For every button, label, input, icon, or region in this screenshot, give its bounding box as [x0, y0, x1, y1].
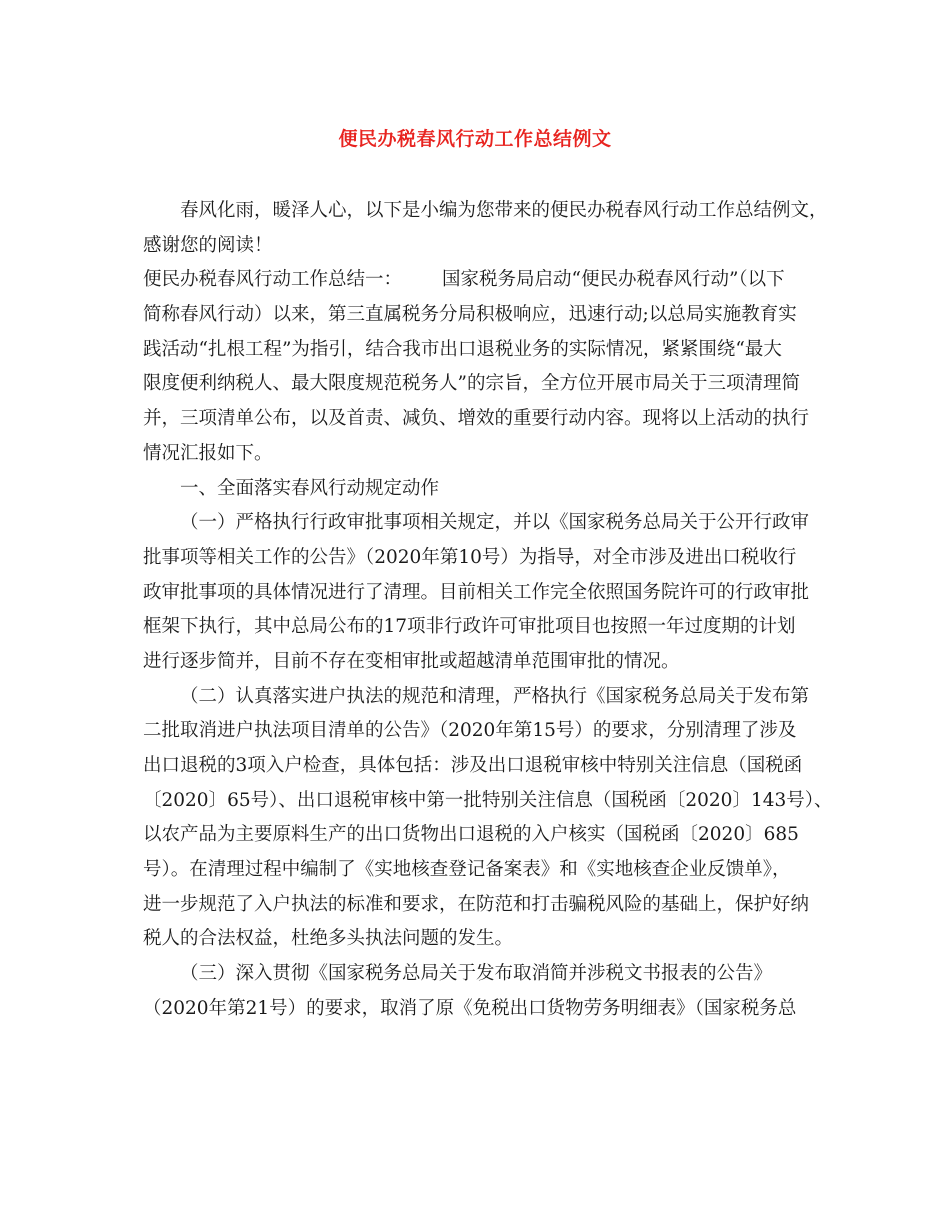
paragraph-line: （三）深入贯彻《国家税务总局关于发布取消简并涉税文书报表的公告》	[180, 963, 773, 985]
paragraph-line: 以农产品为主要原料生产的出口货物出口退税的入户核实（国税函〔2020〕685	[143, 824, 799, 846]
paragraph-line: 春风化雨，暖泽人心，以下是小编为您带来的便民办税春风行动工作总结例文，	[180, 200, 828, 221]
paragraph-line: 号）。在清理过程中编制了《实地核查登记备案表》和《实地核查企业反馈单》，	[143, 859, 791, 881]
paragraph-line: （一）严格执行行政审批事项相关规定，并以《国家税务总局关于公开行政审	[180, 512, 810, 534]
section-heading: 便民办税春风行动工作总结一：	[143, 269, 403, 291]
paragraph-line: 批事项等相关工作的公告》（2020年第10号）为指导，对全市涉及进出口税收行	[143, 546, 797, 568]
document-body	[143, 194, 833, 1027]
paragraph-text: 国家税务局启动“便民办税春风行动”（以下	[442, 269, 785, 291]
paragraph-line: 框架下执行，其中总局公布的17项非行政许可审批项目也按照一年过度期的计划	[143, 616, 796, 638]
paragraph-line: 践活动“扎根工程”为指引，结合我市出口退税业务的实际情况，紧紧围绕“最大	[143, 338, 782, 360]
paragraph-line: 进行逐步简并，目前不存在变相审批或超越清单范围审批的情况。	[143, 650, 680, 672]
paragraph-line: （2020年第21号）的要求，取消了原《免税出口货物劳务明细表》（国家税务总	[143, 997, 797, 1019]
paragraph-line: 感谢您的阅读！	[143, 234, 273, 256]
paragraph-line: 进一步规范了入户执法的标准和要求，在防范和打击骗税风险的基础上，保护好纳	[143, 893, 810, 915]
paragraph-line: 政审批事项的具体情况进行了清理。目前相关工作完全依照国务院许可的行政审批	[143, 581, 810, 603]
paragraph-line: 〔2020〕65号）、出口退税审核中第一批特别关注信息（国税函〔2020〕143号）、	[143, 789, 833, 811]
paragraph-line: （二）认真落实进户执法的规范和清理，严格执行《国家税务总局关于发布第	[180, 685, 810, 707]
paragraph-line: 并，三项清单公布，以及首责、减负、增效的重要行动内容。现将以上活动的执行	[143, 408, 810, 430]
section-heading: 一、全面落实春风行动规定动作	[180, 477, 440, 499]
paragraph-line: 税人的合法权益，杜绝多头执法问题的发生。	[143, 928, 514, 950]
paragraph-line: 限度便利纳税人、最大限度规范税务人”的宗旨，全方位开展市局关于三项清理简	[143, 373, 800, 395]
paragraph-line: 二批取消进户执法项目清单的公告》（2020年第15号）的要求，分别清理了涉及	[143, 720, 797, 742]
document-title: 便民办税春风行动工作总结例文	[338, 128, 612, 150]
paragraph-line: 简称春风行动）以来，第三直属税务分局积极响应，迅速行动;以总局实施教育实	[143, 304, 797, 326]
paragraph-line: 出口退税的3项入户检查，具体包括：涉及出口退税审核中特别关注信息（国税函	[143, 755, 803, 776]
paragraph-line	[143, 263, 823, 298]
paragraph-line: 情况汇报如下。	[143, 442, 273, 464]
